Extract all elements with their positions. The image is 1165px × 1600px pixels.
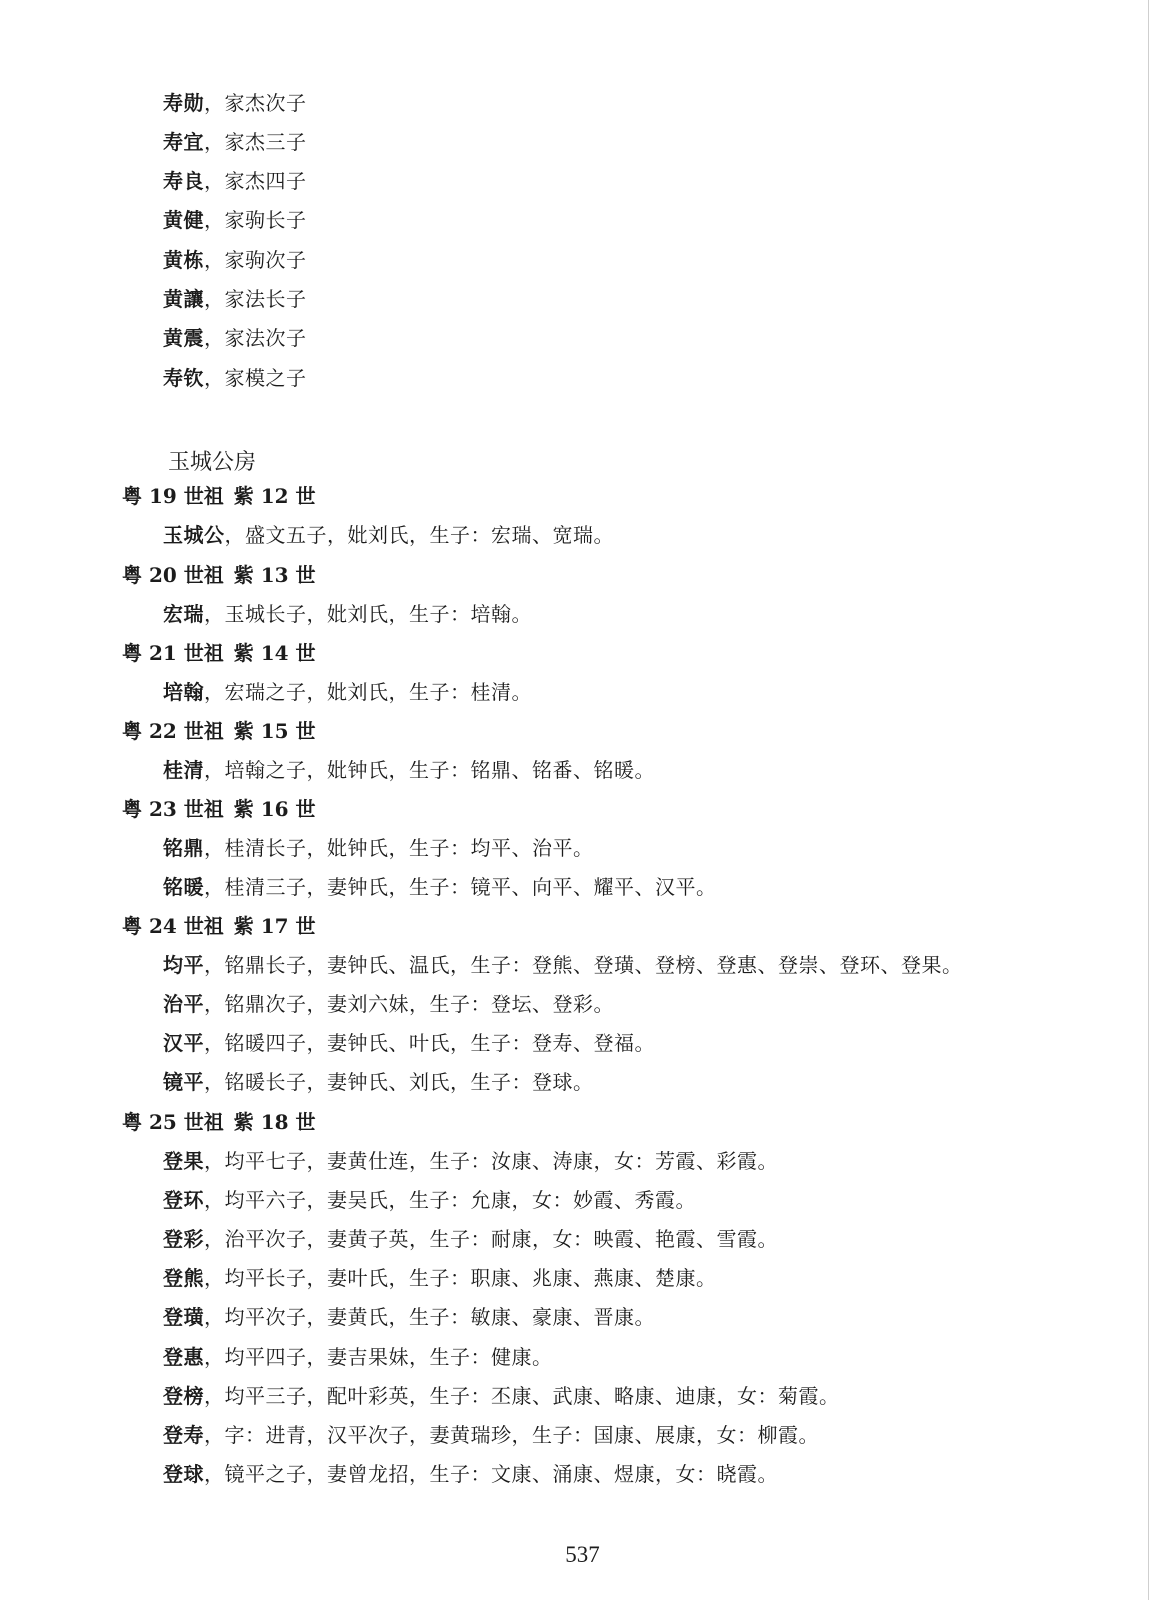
- entry-text: 宏瑞之子，妣刘氏，生子：桂清。: [224, 680, 532, 704]
- entry-name: 铭暖: [163, 875, 204, 899]
- genealogy-entry: 铭鼎，桂清长子，妣钟氏，生子：均平、治平。: [163, 836, 594, 860]
- entry-text: 均平次子，妻黄氏，生子：敏康、豪康、晋康。: [224, 1305, 655, 1329]
- entry-text: 治平次子，妻黄子英，生子：耐康，女：映霞、艳霞、雪霞。: [224, 1227, 778, 1251]
- entry-text: 家驹次子: [224, 248, 307, 272]
- yue-generation: 粤 19 世祖: [122, 484, 224, 508]
- entry-text: 均平三子，配叶彩英，生子：丕康、武康、略康、迪康，女：菊霞。: [224, 1384, 840, 1408]
- scan-edge-line: [1148, 0, 1149, 1600]
- genealogy-entry: 登惠，均平四子，妻吉果妹，生子：健康。: [163, 1345, 553, 1369]
- entry-name: 黄健: [163, 208, 204, 232]
- genealogy-entry: 登榜，均平三子，配叶彩英，生子：丕康、武康、略康、迪康，女：菊霞。: [163, 1384, 840, 1408]
- entry-text: 家模之子: [224, 366, 307, 390]
- entry-name: 汉平: [163, 1031, 204, 1055]
- yue-generation: 粤 22 世祖: [122, 719, 224, 743]
- entry-text: 均平六子，妻吴氏，生子：允康，女：妙霞、秀霞。: [224, 1188, 696, 1212]
- entry-name: 寿宜: [163, 130, 204, 154]
- entry-text: 字：进青，汉平次子，妻黄瑞珍，生子：国康、展康，女：柳霞。: [224, 1423, 819, 1447]
- entry-text: 均平四子，妻吉果妹，生子：健康。: [224, 1345, 553, 1369]
- entry-name: 黄震: [163, 326, 204, 350]
- entry-name: 黄讓: [163, 287, 204, 311]
- generation-heading: [122, 797, 316, 821]
- top-entry: 黄栋，家驹次子: [163, 248, 307, 272]
- yue-generation: 粤 20 世祖: [122, 563, 224, 587]
- entry-text: 均平长子，妻叶氏，生子：职康、兆康、燕康、楚康。: [224, 1266, 717, 1290]
- top-entry: 黄健，家驹长子: [163, 208, 307, 232]
- generation-heading: [122, 484, 316, 508]
- entry-name: 宏瑞: [163, 602, 204, 626]
- entry-name: 登彩: [163, 1227, 204, 1251]
- entry-text: 桂清长子，妣钟氏，生子：均平、治平。: [224, 836, 594, 860]
- genealogy-entry: 登璜，均平次子，妻黄氏，生子：敏康、豪康、晋康。: [163, 1305, 655, 1329]
- generation-heading: [122, 641, 316, 665]
- genealogy-entry: 培翰，宏瑞之子，妣刘氏，生子：桂清。: [163, 680, 532, 704]
- yue-generation: 粤 25 世祖: [122, 1110, 224, 1134]
- yue-generation: 粤 21 世祖: [122, 641, 224, 665]
- entry-name: 黄栋: [163, 248, 204, 272]
- entry-text: 培翰之子，妣钟氏，生子：铭鼎、铭番、铭暖。: [224, 758, 655, 782]
- genealogy-entry: 汉平，铭暖四子，妻钟氏、叶氏，生子：登寿、登福。: [163, 1031, 655, 1055]
- entry-name: 登榜: [163, 1384, 204, 1408]
- entry-text: 铭鼎长子，妻钟氏、温氏，生子：登熊、登璜、登榜、登惠、登崇、登环、登果。: [224, 953, 963, 977]
- entry-name: 培翰: [163, 680, 204, 704]
- entry-text: 桂清三子，妻钟氏，生子：镜平、向平、耀平、汉平。: [224, 875, 717, 899]
- entry-text: 铭暖四子，妻钟氏、叶氏，生子：登寿、登福。: [224, 1031, 655, 1055]
- zi-generation: 紫 15 世: [233, 719, 316, 743]
- generation-heading: [122, 1110, 316, 1134]
- top-entry: 寿勋，家杰次子: [163, 91, 307, 115]
- entry-name: 治平: [163, 992, 204, 1016]
- zi-generation: 紫 18 世: [233, 1110, 316, 1134]
- genealogy-entry: 登球，镜平之子，妻曾龙招，生子：文康、涌康、煜康，女：晓霞。: [163, 1462, 778, 1486]
- entry-text: 铭暖长子，妻钟氏、刘氏，生子：登球。: [224, 1070, 594, 1094]
- page-number: 537: [565, 1542, 600, 1567]
- genealogy-entry: 均平，铭鼎长子，妻钟氏、温氏，生子：登熊、登璜、登榜、登惠、登崇、登环、登果。: [163, 953, 963, 977]
- entry-text: 玉城长子，妣刘氏，生子：培翰。: [224, 602, 532, 626]
- entry-text: 家法次子: [224, 326, 307, 350]
- yue-generation: 粤 24 世祖: [122, 914, 224, 938]
- zi-generation: 紫 17 世: [233, 914, 316, 938]
- entry-text: 铭鼎次子，妻刘六妹，生子：登坛、登彩。: [224, 992, 614, 1016]
- entry-text: 家法长子: [224, 287, 307, 311]
- zi-generation: 紫 13 世: [233, 563, 316, 587]
- zi-generation: 紫 12 世: [233, 484, 316, 508]
- entry-name: 登球: [163, 1462, 204, 1486]
- genealogy-entry: 登熊，均平长子，妻叶氏，生子：职康、兆康、燕康、楚康。: [163, 1266, 717, 1290]
- zi-generation: 紫 16 世: [233, 797, 316, 821]
- entry-name: 登果: [163, 1149, 204, 1173]
- genealogy-entry: 登果，均平七子，妻黄仕连，生子：汝康、涛康，女：芳霞、彩霞。: [163, 1149, 778, 1173]
- entry-name: 寿良: [163, 169, 204, 193]
- entry-name: 均平: [163, 953, 204, 977]
- top-entry: 寿宜，家杰三子: [163, 130, 307, 154]
- genealogy-entry: 治平，铭鼎次子，妻刘六妹，生子：登坛、登彩。: [163, 992, 614, 1016]
- zi-generation: 紫 14 世: [233, 641, 316, 665]
- section-title: 玉城公房: [168, 450, 257, 475]
- entry-name: 登环: [163, 1188, 204, 1212]
- genealogy-entry: 镜平，铭暖长子，妻钟氏、刘氏，生子：登球。: [163, 1070, 594, 1094]
- entry-text: 盛文五子，妣刘氏，生子：宏瑞、宽瑞。: [245, 523, 614, 547]
- entry-text: 均平七子，妻黄仕连，生子：汝康、涛康，女：芳霞、彩霞。: [224, 1149, 778, 1173]
- genealogy-entry: 桂清，培翰之子，妣钟氏，生子：铭鼎、铭番、铭暖。: [163, 758, 655, 782]
- generation-heading: [122, 719, 316, 743]
- genealogy-entry: 玉城公，盛文五子，妣刘氏，生子：宏瑞、宽瑞。: [163, 523, 614, 547]
- top-entry: 黄震，家法次子: [163, 326, 307, 350]
- top-entry: 寿良，家杰四子: [163, 169, 307, 193]
- entry-name: 登熊: [163, 1266, 204, 1290]
- entry-name: 镜平: [163, 1070, 204, 1094]
- top-entry: 寿钦，家模之子: [163, 366, 307, 390]
- entry-name: 寿勋: [163, 91, 204, 115]
- entry-text: 家驹长子: [224, 208, 307, 232]
- entry-text: 家杰次子: [224, 91, 307, 115]
- genealogy-entry: 登寿，字：进青，汉平次子，妻黄瑞珍，生子：国康、展康，女：柳霞。: [163, 1423, 819, 1447]
- genealogy-entry: 铭暖，桂清三子，妻钟氏，生子：镜平、向平、耀平、汉平。: [163, 875, 717, 899]
- entry-name: 登惠: [163, 1345, 204, 1369]
- entry-text: 镜平之子，妻曾龙招，生子：文康、涌康、煜康，女：晓霞。: [224, 1462, 778, 1486]
- genealogy-entry: 登彩，治平次子，妻黄子英，生子：耐康，女：映霞、艳霞、雪霞。: [163, 1227, 778, 1251]
- entry-name: 登寿: [163, 1423, 204, 1447]
- entry-text: 家杰四子: [224, 169, 307, 193]
- genealogy-entry: 宏瑞，玉城长子，妣刘氏，生子：培翰。: [163, 602, 532, 626]
- entry-name: 铭鼎: [163, 836, 204, 860]
- entry-name: 寿钦: [163, 366, 204, 390]
- genealogy-entry: 登环，均平六子，妻吴氏，生子：允康，女：妙霞、秀霞。: [163, 1188, 696, 1212]
- entry-name: 桂清: [163, 758, 204, 782]
- entry-name: 登璜: [163, 1305, 204, 1329]
- top-entry: 黄讓，家法长子: [163, 287, 307, 311]
- generation-heading: [122, 914, 316, 938]
- generation-heading: [122, 563, 316, 587]
- entry-name: 玉城公: [163, 523, 225, 547]
- entry-text: 家杰三子: [224, 130, 307, 154]
- yue-generation: 粤 23 世祖: [122, 797, 224, 821]
